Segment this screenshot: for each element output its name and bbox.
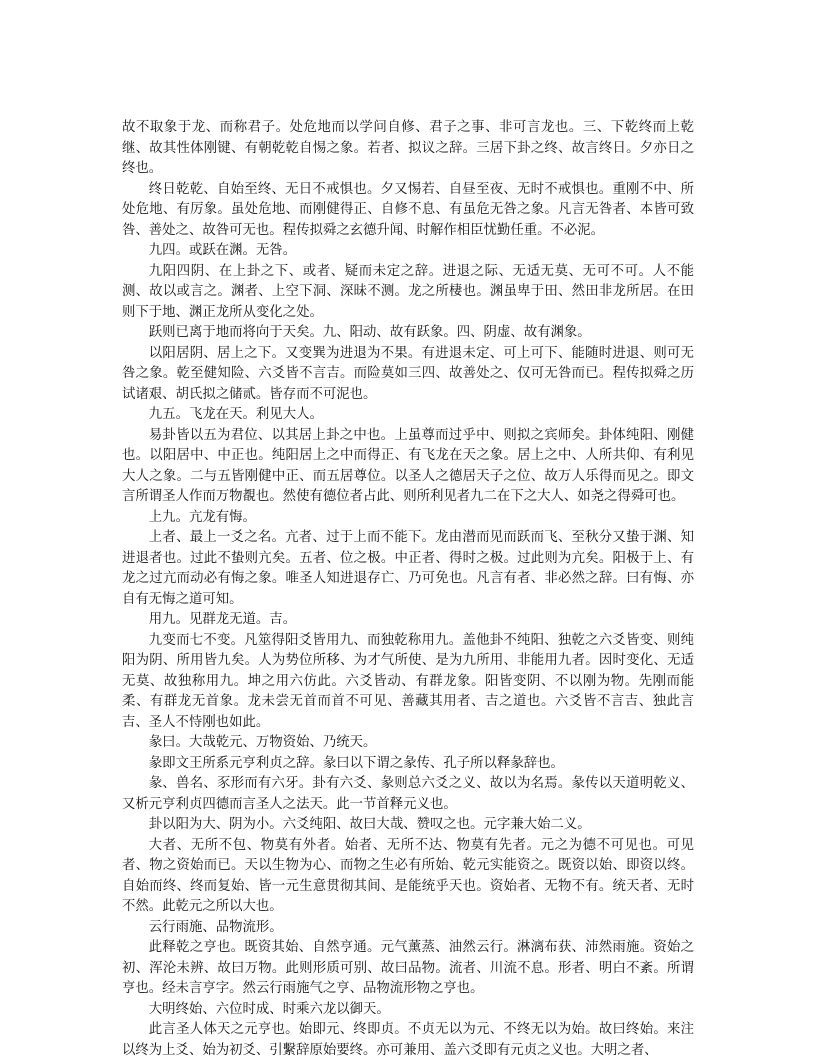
paragraph: 九五。飞龙在天。利见大人。 xyxy=(148,407,323,422)
paragraph: 九变而七不变。凡筮得阳爻皆用九、而独乾称用九。盖他卦不纯阳、独乾之六爻皆变、则纯阳为阴、所用皆九矣。人为势位所移、为才气所使、是为九所用、非能用九者。因时变化、无适无莫、故独称用九。坤之用六仿此。六爻皆动、有群龙象。阳皆变阴、不以刚为物。先刚而能柔、有群龙无首象。龙未尝无首而首不可见、善藏其用者、吉之道也。六爻皆不言吉、独此言吉、圣人不恃刚也如此。 xyxy=(122,632,694,730)
paragraph: 上九。亢龙有悔。 xyxy=(148,509,256,525)
paragraph: 九四。或跃在渊。无咎。 xyxy=(148,243,297,258)
paragraph: 九阳四阴、在上卦之下、或者、疑而未定之辞。进退之际、无适无莫、无可不可。人不能测、故以或言之。渊者、上空下洞、深昧不测。龙之所棲也。渊虽卑于田、然田非龙所居。在田则下于地、渊正龙所从变化之处。 xyxy=(122,263,694,320)
paragraph: 大者、无所不包、物莫有外者。始者、无所不达、物莫有先者。元之为德不可见也。可见者、物之资始而已。天以生物为心、而物之生必有所始、乾元实能资之。既资以始、即资以终。自始而终、终而复始、皆一元生意贯彻其间、是能统乎天也。资始者、无物不有。统天者、无时不然。此乾元之所以大也。 xyxy=(122,837,694,914)
paragraph: 终日乾乾、自始至终、无日不戒惧也。夕又惕若、自昼至夜、无时不戒惧也。重刚不中、所处危地、有厉象。虽处危地、而刚健得正、自修不息、有虽危无咎之象。凡言无咎者、本皆可致咎、善处之、故咎可无也。程传拟舜之玄德升闻、时解作相臣忧勤任重。不必泥。 xyxy=(122,181,694,238)
paragraph: 故不取象于龙、而称君子。处危地而以学问自修、君子之事、非可言龙也。三、下乾终而上乾继、故其性体刚键、有朝乾乾自惕之象。若者、拟议之辞。三居下卦之终、故言终日。夕亦日之终也。 xyxy=(122,120,694,176)
paragraph: 此释乾之亨也。既资其始、自然亨通。元气薰蒸、油然云行。淋漓布获、沛然雨施。资始之初、浑沦未辨、故曰万物。此则形质可别、故曰品物。流者、川流不息。形者、明白不紊。所谓亨也。经未言亨字。然云行雨施气之亨、品物流形物之亨也。 xyxy=(122,940,694,996)
paragraph: 大明终始、六位时成、时乘六龙以御天。 xyxy=(148,1001,390,1017)
paragraph: 以阳居阴、居上之下。又变巽为进退为不果。有进退未定、可上可下、能随时进退、则可无咎之象。乾至健知险、六爻皆不言吉。而险莫如三四、故善处之、仅可无咎而已。程传拟舜之历试诸艰、胡氏拟之储贰。皆存而不可泥也。 xyxy=(122,345,694,402)
paragraph: 云行雨施、品物流形。 xyxy=(148,919,283,935)
paragraph: 用九。见群龙无道。吉。 xyxy=(148,612,297,627)
paragraph: 彖曰。大哉乾元、万物资始、乃统天。 xyxy=(148,735,377,750)
paragraph: 上者、最上一爻之名。亢者、过于上而不能下。龙由潜而见而跃而飞、至秋分又蛰于渊、知进退者也。过此不蛰则亢矣。五者、位之极。中正者、得时之极。过此则为亢矣。阳极于上、有龙之过亢而动必有悔之象。唯圣人知进退存亡、乃可免也。凡言有者、非必然之辞。曰有悔、亦自有无悔之道可知。 xyxy=(122,530,694,607)
document-page xyxy=(122,118,694,1061)
paragraph: 彖、兽名、豕形而有六牙。卦有六爻、彖则总六爻之义、故以为名焉。彖传以天道明乾义、又析元亨利贞四德而言圣人之法天。此一节首释元义也。 xyxy=(122,776,694,812)
paragraph: 彖即文王所系元亨利贞之辞。彖曰以下谓之彖传、孔子所以释彖辞也。 xyxy=(148,755,564,771)
paragraph: 易卦皆以五为君位、以其居上卦之中也。上虽尊而过乎中、则拟之宾师矣。卦体纯阳、刚健也。以阳居中、中正也。纯阳居上之中而得正、有飞龙在天之象。居上之中、人所共仰、有利见大人之象。二与五皆刚健中正、而五居尊位。以圣人之德居天子之位、故万人乐得而见之。即文言所谓圣人作而万物覩也。然使有德位者占此、则所利见者九二在下之大人、如尧之得舜可也。 xyxy=(122,427,694,504)
paragraph: 卦以阳为大、阴为小。六爻纯阳、故曰大哉、赞叹之也。元字兼大始二义。 xyxy=(148,817,591,832)
paragraph: 跃则已离于地而将向于天矣。九、阳动、故有跃象。四、阴虚、故有渊象。 xyxy=(148,325,591,340)
paragraph: 此言圣人体天之元亨也。始即元、终即贞。不贞无以为元、不终无以为始。故曰终始。来注以终为上爻、始为初爻、引繫辞原始要终。亦可兼用、盖六爻即有元贞之义也。大明之者、 xyxy=(122,1022,694,1058)
